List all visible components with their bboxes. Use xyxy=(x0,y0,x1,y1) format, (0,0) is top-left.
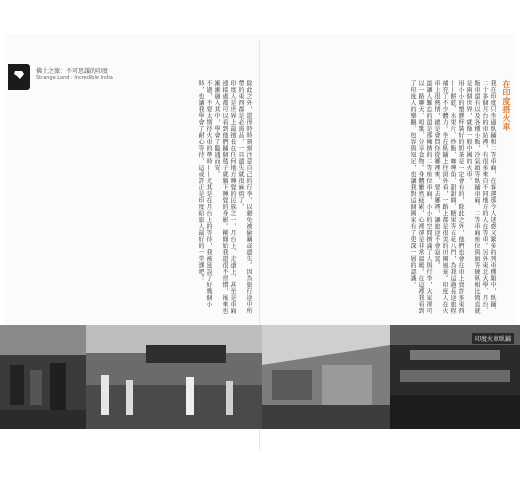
header-badge xyxy=(8,64,30,90)
header-title: 佛土之旅：不可思議的印度 xyxy=(36,68,109,75)
paragraph: 最讓人難忘的還是那擁擠的二等座位車廂，小小的空間擠滿了人與行李，大家卻可以一路聊天、唱歌、分享食物。身體雖然疲累，心裡卻是非常溫暖。在這裡我看到了印度人的樂觀、包容與知足，也讓我對這個國家有了更深一層的認識。 xyxy=(409,80,432,314)
paragraph: 印度人是世界上最擅長在任何地方睡覺的民族之一，月台上、走道上、甚至是車廂連接處都可以看到他們鋪個毯子就躺下睡覺的身影。剛開始我還很不習慣，後來也漸漸融入其中，學會了隨遇而安。 xyxy=(213,80,236,314)
paragraph: 我在印度只坐過臥鋪和二等車廂，在客運那令人迷惑又繁多的列車種類中，臥鋪、二十多個月台的車站裡，有很多來自不同地方的人在等車。另外東北大學、月台、販車還有以及各種小販，冷氣頭等臥鋪車廂、二等車廂座位與頭等硬臥相比簡直就是兩個世界，就像一般中國的火車。 xyxy=(465,80,496,314)
train-interior-photo xyxy=(262,325,390,429)
paragraph: 用小小的塑膠杯裝好的奶茶是一定會有的，除此之外，他們也會在車上賣許多東西——餅乾、水果片、炒飯、咖哩角、甜甜圈、糖果等五花八門，為我這趟長途旅程補充了不少體力。坐在臥鋪上往窗外看，一路上都是很美的田園風景。印度人在火車上很熱情，總是會問你從哪裡來、要去哪裡，讓旅途不會寂寞。 xyxy=(433,80,464,314)
photo-strip xyxy=(0,325,520,429)
india-map-icon xyxy=(13,70,25,80)
platform-crowd-photo xyxy=(0,325,86,429)
paragraph: 不過，不要太期待火車的準時——尤其是在月台上的等待，我被延誤了好幾個小時，也讓我學會了耐心等待，這或許正是印度給旅人最好的一堂課吧！ xyxy=(197,80,212,308)
right-page-text xyxy=(290,80,510,320)
station-hall-photo xyxy=(86,325,262,429)
header-subtitle: Strange Land : Incredible India xyxy=(36,75,113,81)
section-title: 在印度搭火車 xyxy=(502,80,511,131)
paragraph: 除此之外，還得時時刻刻注意自己的行李，以避免被偷竊或遺失。因為旅行途中所帶的東西都是必需品，一旦遺失就很麻煩了。 xyxy=(237,80,252,314)
left-page-text xyxy=(82,80,252,320)
photo-caption: 印度火車臥鋪 xyxy=(472,333,514,344)
sleeper-car-photo xyxy=(390,325,520,429)
